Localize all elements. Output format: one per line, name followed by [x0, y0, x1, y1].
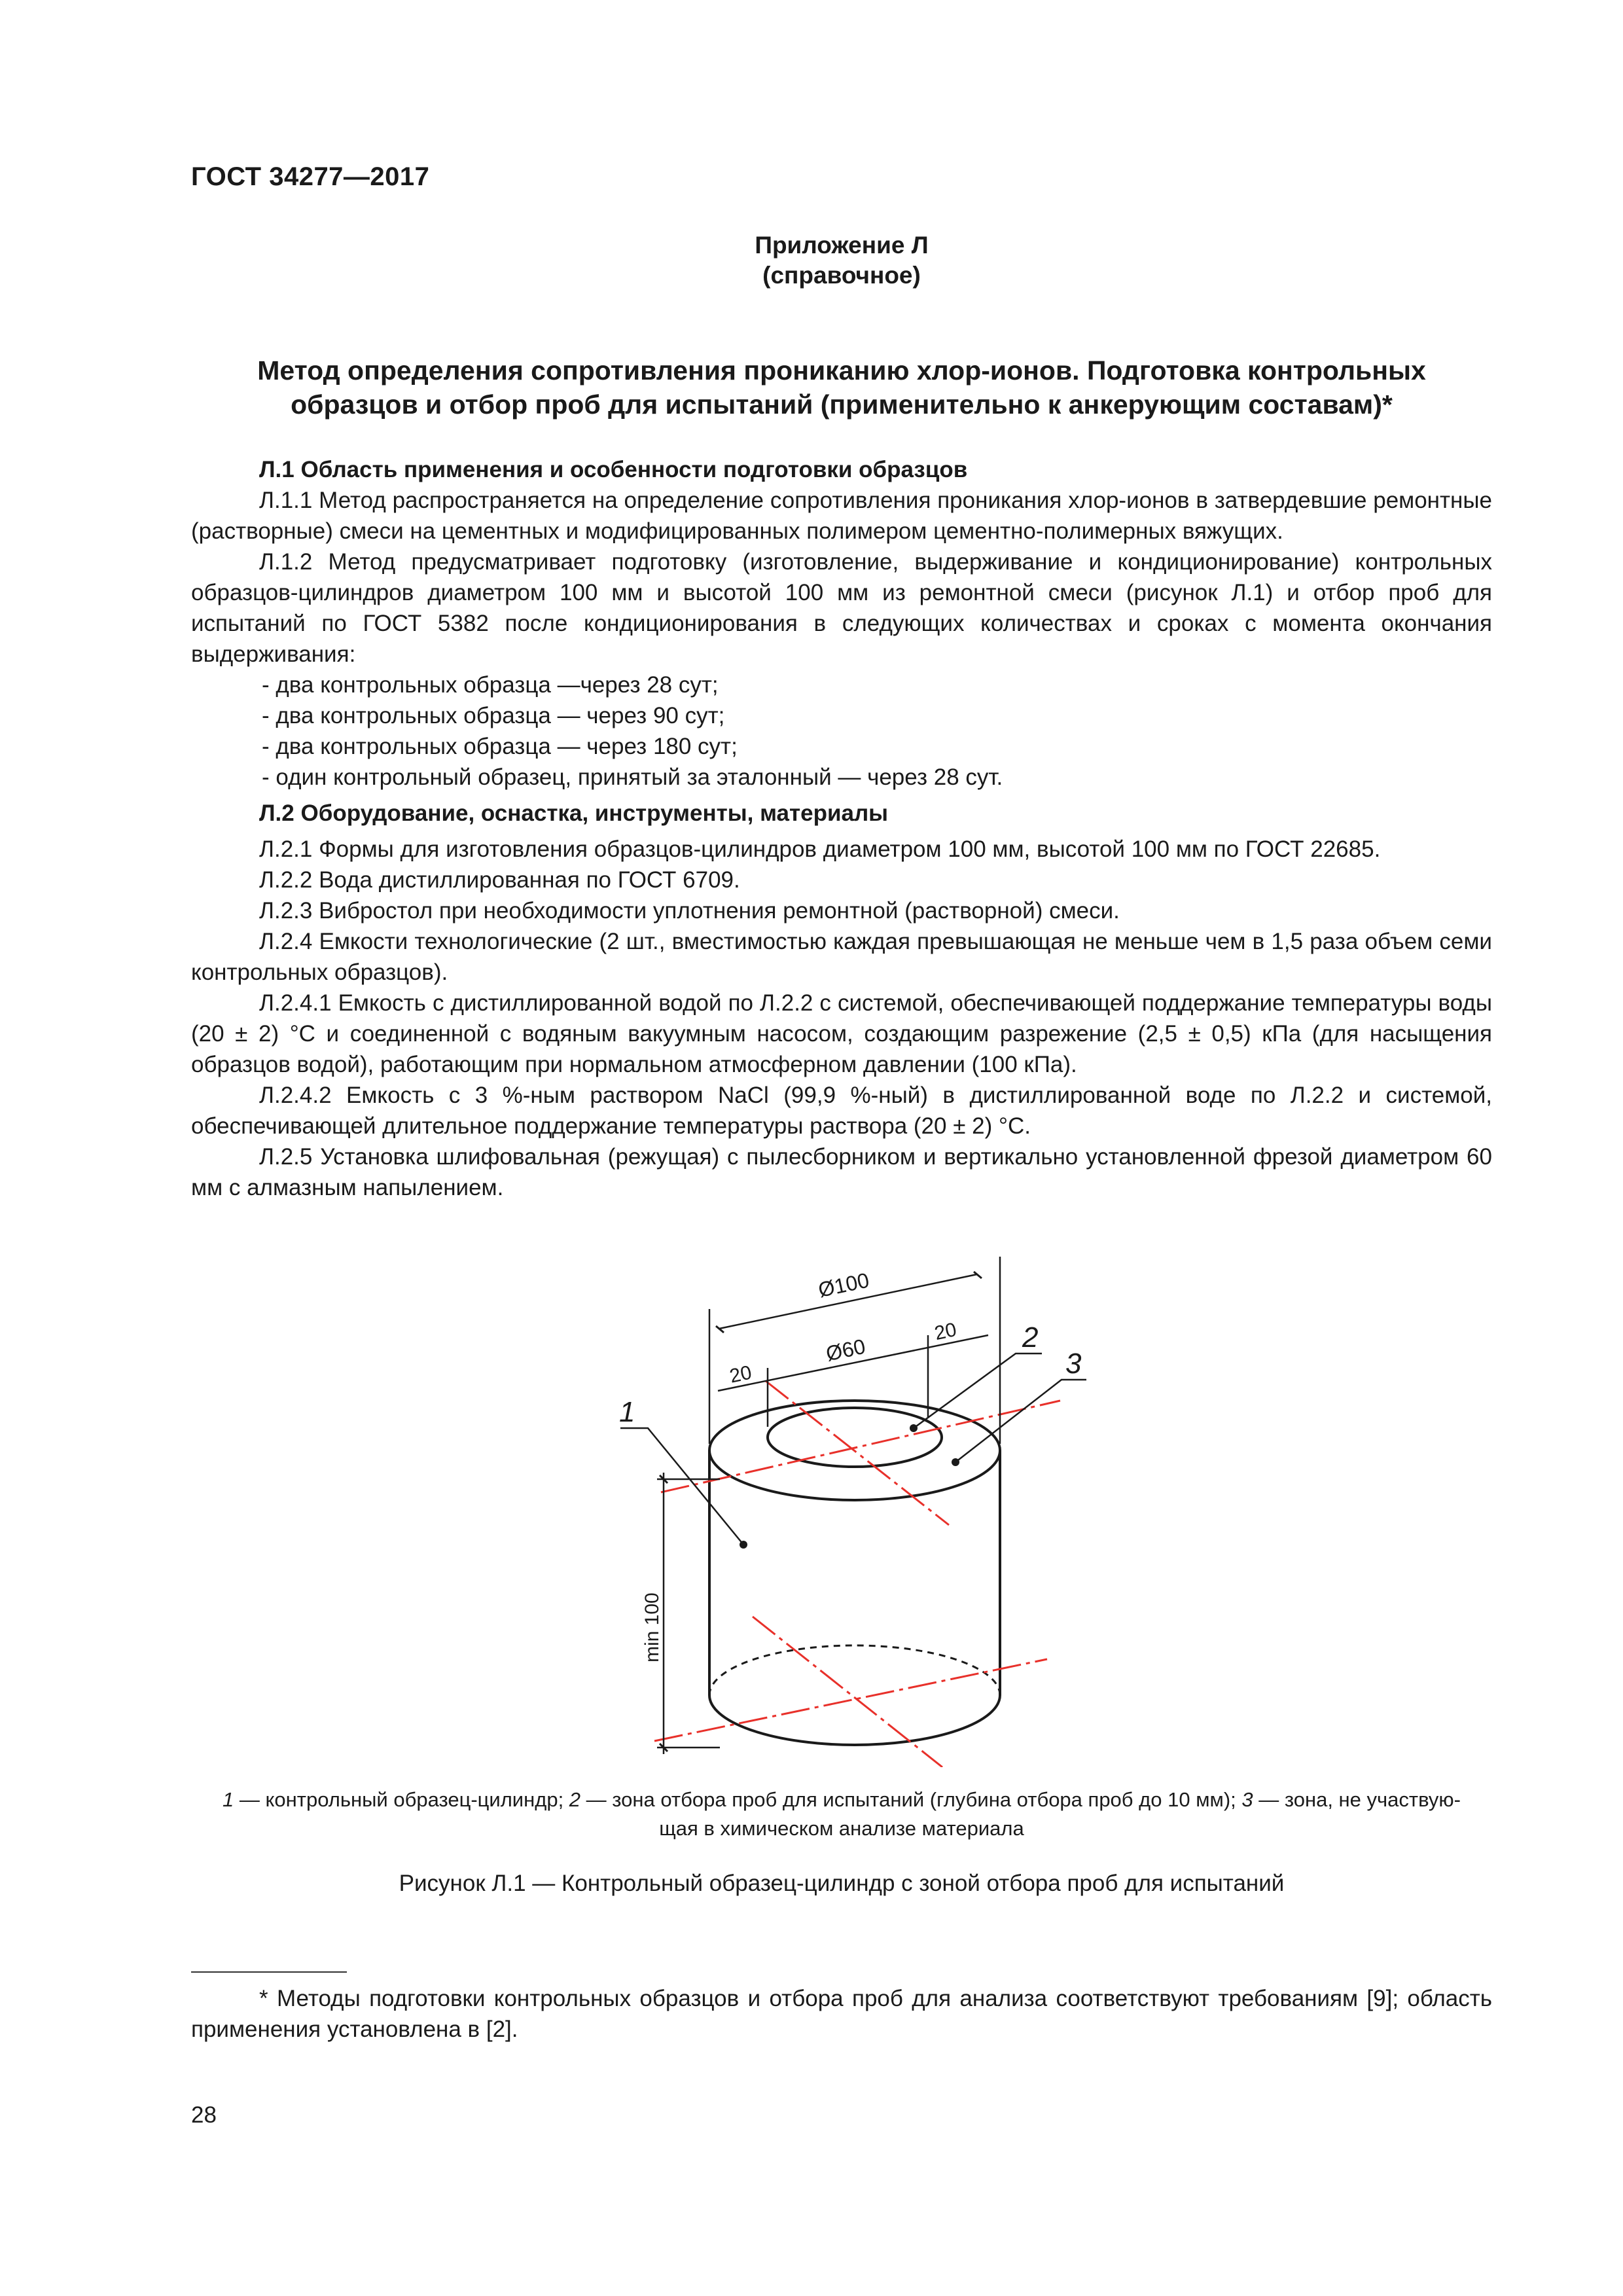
appendix-label: Приложение Л — [755, 232, 929, 259]
callout-1: 1 — [619, 1396, 635, 1428]
footnote — [191, 1983, 1492, 2045]
list-item: - два контрольных образца —через 28 сут; — [262, 672, 719, 698]
callout-2: 2 — [1022, 1321, 1039, 1354]
footnote-separator — [191, 1971, 347, 1973]
cylinder-top-inner — [768, 1408, 942, 1467]
footnote-text: * Методы подготовки контрольных образцов и отбора проб для анализа соответствуют требованиям [9]; область применения установлена в [2]. — [191, 1986, 1492, 2042]
dim-height: min 100 — [641, 1592, 663, 1662]
callout-3: 3 — [1065, 1348, 1082, 1380]
body-text — [191, 454, 1492, 1203]
figure-legend — [191, 1785, 1492, 1843]
dim-outer-diameter: Ø100 — [816, 1268, 872, 1302]
appendix-type: (справочное) — [762, 262, 921, 289]
paragraph-l2-2: Л.2.2 Вода дистиллированная по ГОСТ 6709. — [259, 867, 740, 893]
list-item: - два контрольных образца — через 90 сут; — [262, 703, 725, 728]
paragraph-l2-4: Л.2.4 Емкости технологические (2 шт., вместимостью каждая превышающая не меньше чем в 1,5 раза объем семи контрольных образцов). — [191, 929, 1492, 985]
legend-text: — зона отбора проб для испытаний (глубина отбора проб до 10 мм); — [580, 1788, 1242, 1811]
section-heading-l2: Л.2 Оборудование, оснастка, инструменты, материалы — [259, 800, 889, 826]
legend-number: 3 — [1241, 1788, 1253, 1811]
appendix-title — [191, 353, 1492, 422]
dim-wall-right: 20 — [933, 1318, 959, 1345]
figure-caption: Рисунок Л.1 — Контрольный образец-цилиндр с зоной отбора проб для испытаний — [399, 1871, 1285, 1896]
cylinder-bottom-back — [709, 1645, 1000, 1695]
legend-number: 2 — [569, 1788, 581, 1811]
paragraph-l1-1: Л.1.1 Метод распространяется на определение сопротивления проникания хлор-ионов в затвердевшие ремонтные (растворные) смеси на цементных и модифицированных полимером цементно-полимерных вяжущих. — [191, 488, 1492, 544]
legend-line-1 — [191, 1785, 1492, 1814]
list-item: - два контрольных образца — через 180 сут; — [262, 734, 738, 759]
title-line-1: Метод определения сопротивления прониканию хлор-ионов. Подготовка контрольных — [257, 355, 1426, 386]
paragraph-l1-2: Л.1.2 Метод предусматривает подготовку (изготовление, выдерживание и кондиционирование) контрольных образцов-цилиндров диаметром 100 мм и высотой 100 мм из ремонтной смеси (рисунок Л.1) и отбор проб для испытаний по ГОСТ 5382 после кондиционирования в следующих количествах и сроках с момента окончания выдерживания: — [191, 549, 1492, 667]
section-heading-l1: Л.1 Область применения и особенности подготовки образцов — [259, 457, 968, 482]
dim-inner-diameter: Ø60 — [823, 1334, 868, 1366]
title-line-2: образцов и отбор проб для испытаний (применительно к анкерующим составам)* — [291, 389, 1393, 420]
legend-line-2: щая в химическом анализе материала — [659, 1817, 1024, 1840]
list-item: - один контрольный образец, принятый за эталонный — через 28 сут. — [262, 764, 1003, 790]
paragraph-l2-4-1: Л.2.4.1 Емкость с дистиллированной водой по Л.2.2 с системой, обеспечивающей поддержание температуры воды (20 ± 2) °С и соединенной с водяным вакуумным насосом, создающим разрежение (2,5 ± 0,5) кПа (для насыщения образцов водой), работающим при нормальном атмосферном давлении (100 кПа). — [191, 990, 1492, 1077]
paragraph-l2-4-2: Л.2.4.2 Емкость с 3 %-ным раствором NaCl (99,9 %-ный) в дистиллированной воде по Л.2.2 и системой, обеспечивающей длительное поддержание температуры раствора (20 ± 2) °С. — [191, 1083, 1492, 1139]
cylinder-figure — [589, 1257, 1086, 1767]
page-number: 28 — [191, 2102, 217, 2128]
document-header: ГОСТ 34277—2017 — [191, 162, 430, 191]
legend-text: — зона, не участвую- — [1253, 1788, 1461, 1811]
paragraph-l2-1: Л.2.1 Формы для изготовления образцов-цилиндров диаметром 100 мм, высотой 100 мм по ГОСТ 22685. — [259, 836, 1381, 862]
paragraph-l2-5: Л.2.5 Установка шлифовальная (режущая) с пылесборником и вертикально установленной фрезой диаметром 60 мм с алмазным напылением. — [191, 1144, 1492, 1200]
appendix-heading — [191, 230, 1492, 291]
legend-text: — контрольный образец-цилиндр; — [234, 1788, 569, 1811]
legend-number: 1 — [223, 1788, 234, 1811]
dim-wall-left: 20 — [728, 1361, 754, 1388]
paragraph-l2-3: Л.2.3 Вибростол при необходимости уплотнения ремонтной (растворной) смеси. — [259, 898, 1120, 924]
